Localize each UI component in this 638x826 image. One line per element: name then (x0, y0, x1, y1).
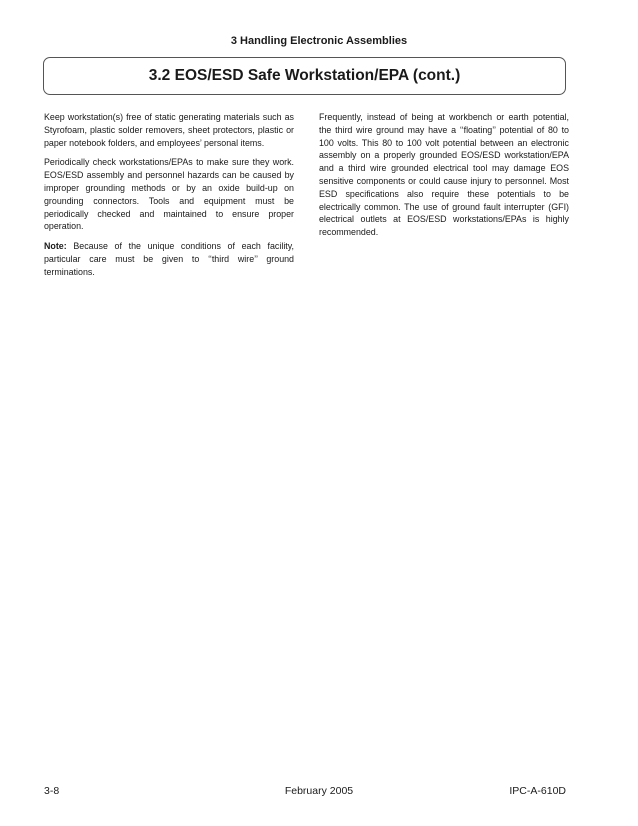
note-label: Note: (44, 241, 67, 252)
note-text: Because of the unique conditions of each facility, particular care must be given to ‘‘third wire’’ ground terminations. (44, 241, 294, 277)
page-number: 3-8 (44, 785, 60, 797)
right-paragraph-1: Frequently, instead of being at workbench or earth potential, the third wire ground may have a ‘‘floating’’ potential of 80 to 100 volts. This 80 to 100 volt potential between an electronic assembly on a properly grounded EOS/ESD workstation/EPA and a third wire grounded electrical tool may damage EOS sensitive components or could cause injury to personnel. Most ESD specifications also require these potentials to be electrically common. The use of ground fault interrupter (GFI) electrical outlets at EOS/ESD workstations/EPAs is highly recommended. (319, 112, 569, 238)
left-paragraph-2: Periodically check workstations/EPAs to make sure they work. EOS/ESD assembly and personnel hazards can be caused by improper grounding methods or by an oxide build-up on grounding connectors. Tools and equipment must be periodically checked and maintained to ensure proper operation. (44, 157, 294, 232)
section-title-box (43, 57, 566, 95)
footer-date: February 2005 (284, 785, 354, 797)
left-column (44, 111, 294, 286)
chapter-heading: 3 Handling Electronic Assemblies (230, 35, 408, 47)
document-id: IPC-A-610D (509, 785, 566, 797)
left-paragraph-1: Keep workstation(s) free of static generating materials such as Styrofoam, plastic solder removers, sheet protectors, plastic or paper notebook folders, and employees’ personal items. (44, 112, 294, 148)
right-column (319, 111, 569, 246)
note-paragraph (44, 240, 294, 278)
section-title: 3.2 EOS/ESD Safe Workstation/EPA (cont.) (148, 67, 461, 84)
